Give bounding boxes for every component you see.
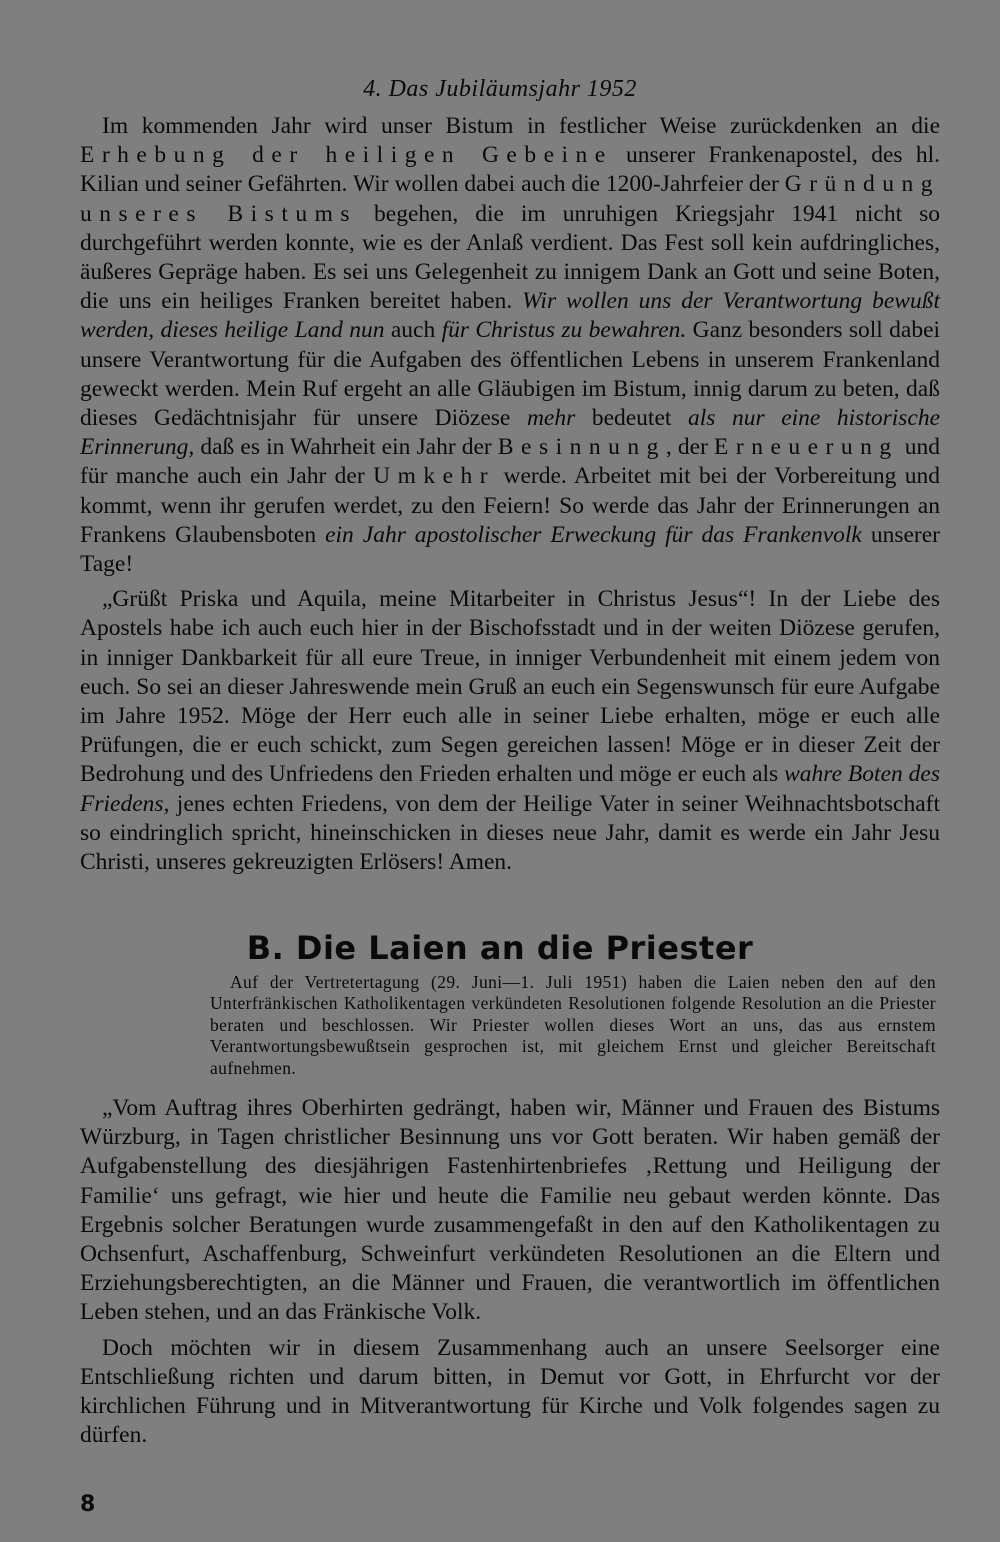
paragraph-resolution: „Vom Auftrag ihres Oberhirten gedrängt, haben wir, Männer und Frauen des Bistums Würzburg, in Tagen christlicher Besinnung uns vor Gott beraten. Wir haben gemäß der Aufgabenstellung des diesjährigen Fastenhirtenbriefes ‚Rettung und Heiligung der Familie‘ uns gefragt, wie hier und heute die Familie neu gebaut werden könnte. Das Ergebnis solcher Beratungen wurde zusammengefaßt in den auf den Katholikentagen zu Ochsenfurt, Aschaffenburg, Schweinfurt verkündeten Resolutionen an die Eltern und Erziehungsberechtigten, an die Männer und Frauen, die verantwortlich im öffentlichen Leben stehen, und an das Fränkische Volk. [80, 1095, 940, 1326]
body-text-part-1 [80, 112, 940, 877]
paragraph-jubilee [80, 112, 940, 579]
italic-emphasis: für Christus zu bewahren. [441, 317, 687, 344]
text-run: Ganz besonders soll dabei unsere Verantwortung für die Aufgaben des öffentlichen Lebens in unserem Frankenland geweckt werden. Mein Ruf ergeht an alle Gläubigen im Bistum, innig darum zu beten, daß dieses Gedächtnisjahr für unsere Diözese [80, 317, 941, 432]
paragraph-request: Doch möchten wir in diesem Zusammenhang auch an unsere Seelsorger eine Entschließung richten und darum bitten, in Demut vor Gott, in Ehrfurcht vor der kirchlichen Führung und in Mitverantwortung für Kirche und Volk folgendes sagen zu dürfen. [80, 1334, 940, 1449]
spaced-emphasis: Besinnung [497, 434, 666, 461]
italic-emphasis: mehr [526, 405, 576, 432]
intro-paragraph: Auf der Vertretertagung (29. Juni—1. Juli 1951) haben die Laien neben den auf den Unterfränkischen Katholikentagen verkündeten Resolutionen folgende Resolution an die Priester beraten und beschlossen. Wir Priester wollen dieses Wort an uns, das aus ernstem Verantwortungsbewußtsein gesprochen ist, mit gleichem Ernst und gleicher Bereitschaft aufnehmen. [210, 972, 936, 1078]
text-run: „Grüßt Priska und Aquila, meine Mitarbeiter in Christus Jesus“! In der Liebe des Apostels habe ich auch euch hier in der Bischofsstadt und in der weiten Diözese gerufen, in inniger Dankbarkeit für all eure Treue, in inniger Verbundenheit mit einem jedem von euch. So sei an dieser Jahreswende mein Gruß an euch ein Segenswunsch für eure Aufgabe im Jahre 1952. Möge der Herr euch alle in seiner Liebe erhalten, möge er euch alle Prüfungen, die er euch schickt, zum Segen gereichen lassen! Möge er in dieser Zeit der Bedrohung und des Unfriedens den Frieden erhalten und möge er euch als [80, 586, 940, 788]
text-run: und für manche auch ein Jahr der [80, 434, 940, 490]
chapter-heading: B. Die Laien an die Priester [246, 929, 754, 967]
page-number: 8 [80, 1492, 96, 1517]
text-run: Im kommenden Jahr wird unser Bistum in festlicher Weise zurückdenken an die [102, 113, 940, 139]
text-run: jenes echten Friedens, von dem der Heilige Vater in seiner Weihnachtsbotschaft so eindringlich spricht, hineinschicken in dieses neue Jahr, damit es werde ein Jahr Jesu Christi, unseres gekreuzigten Erlösers! Amen. [80, 790, 941, 876]
spaced-emphasis: Erhebung der heiligen Gebeine [80, 142, 613, 169]
text-run: daß es in Wahrheit ein Jahr der [200, 434, 492, 461]
section-title: 4. Das Jubiläumsjahr 1952 [363, 76, 637, 102]
text-run: unserer Frankenapostel, des hl. Kilian und seiner Gefährten. Wir wollen dabei auch die 1200-Jahrfeier der [80, 142, 940, 198]
spaced-emphasis: Erneuerung [714, 434, 899, 461]
text-run: bedeutet [591, 405, 672, 432]
spaced-emphasis: Umkehr [373, 463, 496, 490]
text-run: begehen, die im unruhigen Kriegsjahr 1941 nicht so durchgeführt werden konnte, wie es der Anlaß verdient. Das Fest soll kein aufdringliches, äußeres Gepräge haben. Es sei uns Gelegenheit zu innigem Dank an Gott und seine Boten, die uns ein heiliges Franken bereitet haben. [80, 200, 941, 315]
intro-note [210, 972, 936, 1079]
paragraph-greeting [80, 585, 940, 877]
italic-emphasis: als nur eine historische Erinnerung, [80, 405, 941, 461]
italic-emphasis: Wir wollen uns der Verantwortung bewußt werden, dieses heilige Land nun [80, 288, 940, 344]
text-run: , der [665, 434, 708, 461]
italic-emphasis: wahre Boten des Friedens, [80, 761, 940, 817]
body-text-part-2 [80, 1094, 940, 1450]
spaced-emphasis: Gründung unseres Bistums [80, 171, 941, 227]
text-run: werde. Arbeitet mit bei der Vorbereitung und kommt, wenn ihr gerufen werdet, zu den Feiern! So werde das Jahr der Erinnerungen an Frankens Glaubensboten [80, 463, 941, 548]
text-run: auch [390, 317, 436, 344]
text-run: unserer Tage! [80, 521, 941, 578]
italic-emphasis: ein Jahr apostolischer Erweckung für das Frankenvolk [325, 521, 862, 548]
